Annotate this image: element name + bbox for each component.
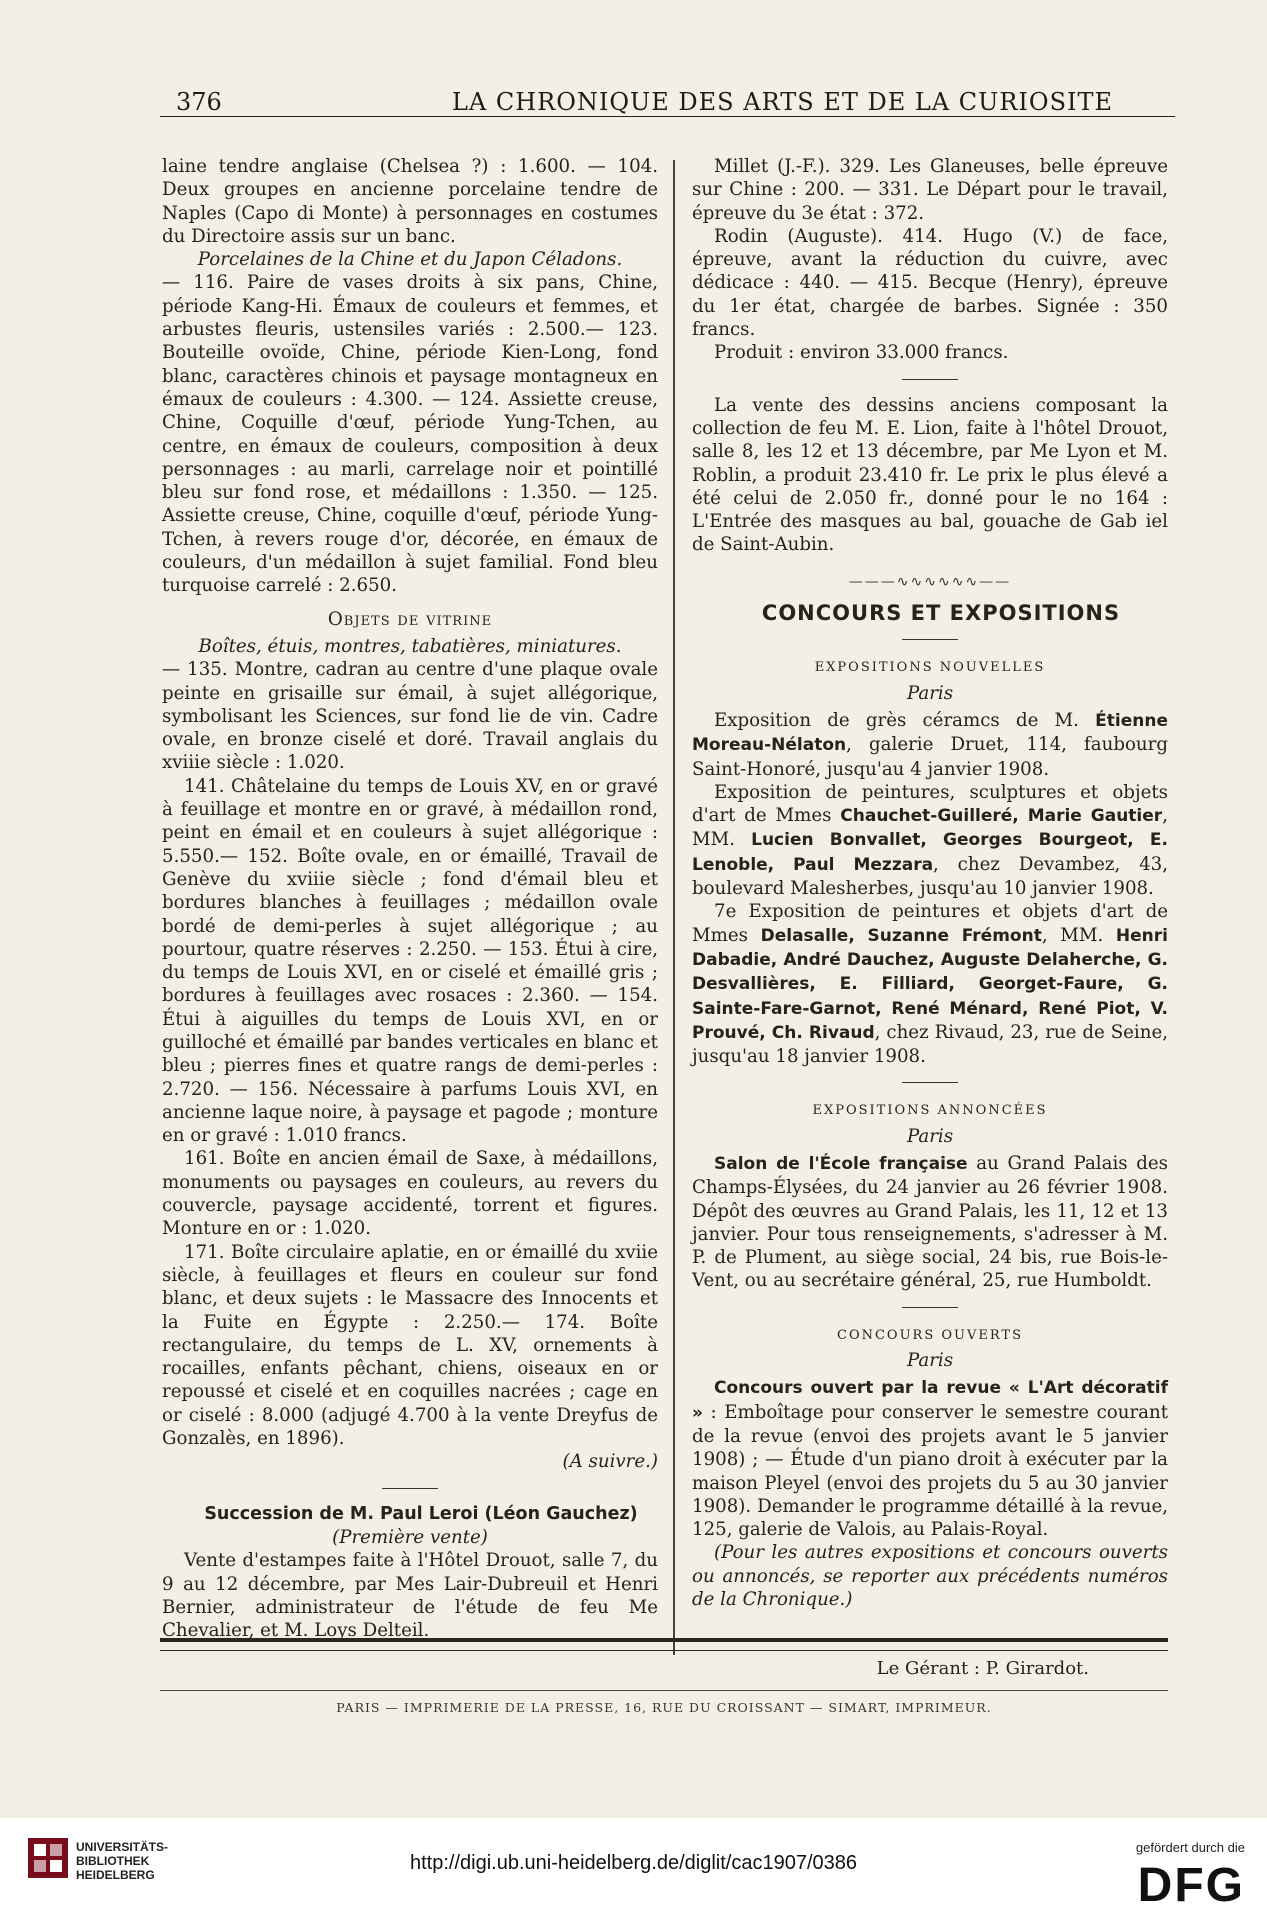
paragraph: Exposition de grès céramcs de M. Étienne Moreau-Nélaton, galerie Druet, 114, faubourg Saint-Honoré, jusqu'au 4 janvier 1908.: [692, 709, 1168, 780]
paragraph: 141. Châtelaine du temps de Louis XV, en or gravé à feuillage et montre en or gravé, à médaillon rond, peint en émail et en couleurs à sujet allégorique : 5.550.— 152. Boîte ovale, en or émaillé, Travail de Genève du xviiie siècle ; fond d'émail bleu et bordures blanches à feuillages ; médaillon ovale bordé de demi-perles à sujet allégorique ; au pourtour, quatre réserves : 2.250. — 153. Étui à cire, du temps de Louis XVI, en or ciselé et émaillé gris ; bordures à feuillages avec rosaces : 2.360. — 154. Étui à aiguilles du temps de Louis XVI, en or guilloché et émaillé par bandes verticales en blanc et bleu ; pierres fines et quatre rangs de demi-perles : 2.720. — 156. Nécessaire à parfums Louis XVI, en ancienne laque noire, à paysage et pagode ; monture en or gravé : 1.010 francs.: [162, 775, 658, 1147]
paragraph: 7e Exposition de peintures et objets d'art de Mmes Delasalle, Suzanne Frémont, MM. Henri Dabadie, André Dauchez, Auguste Delaherche, G. Desvallières, E. Filliard, Georget-Faure, G. Sainte-Fare-Garnot, René Ménard, René Piot, V. Prouvé, Ch. Rivaud, chez Rivaud, 23, rue de Seine, jusqu'au 18 janvier 1908.: [692, 901, 1169, 1068]
paragraph: 161. Boîte en ancien émail de Saxe, à médaillons, monuments ou paysages en couleurs, au revers du couvercle, paysage accidenté, torrent et figures. Monture en or : 1.020.: [162, 1148, 658, 1240]
paragraph: Salon de l'École française au Grand Palais des Champs-Élysées, du 24 janvier au 26 février 1908. Dépôt des œuvres au Grand Palais, les 11, 12 et 13 janvier. Pour tous renseignements, s'adresser à M. P. de Plument, au siège social, 24 bis, rue Bois-le-Vent, ou au secrétaire général, 25, rue Humboldt.: [692, 1152, 1168, 1292]
separator-rule: [902, 1082, 958, 1083]
separator-rule: [902, 1307, 958, 1308]
permalink-url[interactable]: http://digi.ub.uni-heidelberg.de/diglit/cac1907/0386: [410, 1852, 857, 1874]
continued-note: (A suivre.): [562, 1451, 658, 1473]
city-label: Paris: [906, 682, 954, 704]
journal-title: LA CHRONIQUE DES ARTS ET DE LA CURIOSITE: [451, 88, 1114, 116]
running-head: [160, 82, 1175, 117]
paragraph: Concours ouvert par la revue « L'Art décoratif » : Emboîtage pour conserver le semestre courant de la revue (envoi des projets avant le 5 janvier 1908) ; — Étude d'un piano droit à exécuter par la maison Pleyel (envoi des projets du 5 au 30 janvier 1908). Demander le programme détaillé à la revue, 125, galerie de Valois, au Palais-Royal.: [692, 1378, 1168, 1541]
library-name: UNIVERSITÄTS- BIBLIOTHEK HEIDELBERG: [76, 1840, 169, 1882]
city-label: Paris: [906, 1350, 954, 1372]
imprint-rule: [160, 1690, 1168, 1691]
city-label: Paris: [906, 1125, 954, 1147]
paragraph: — 116. Paire de vases droits à six pans, Chine, période Kang-Hi. Émaux de couleurs et femmes, et arbustes fleuris, ustensiles variés : 2.500.— 123. Bouteille ovoïde, Chine, période Kien-Long, fond blanc, caractères chinois et paysage montagneux en émaux de couleurs : 4.300. — 124. Assiette creuse, Chine, Coquille d'œuf, période Yung-Tchen, au centre, en émaux de couleurs, composition à deux personnages : au marli, carrelage noir et pointillé bleu sur fond rose, et médaillons : 1.350. — 125. Assiette creuse, Chine, coquille d'œuf, période Yung-Tchen, à revers rouge d'or, décorée, en émaux de couleurs, d'un médaillon à sujet familial. Fond bleu turquoise carrelé : 2.650.: [162, 272, 658, 597]
paragraph: La vente des dessins anciens composant la collection de feu M. E. Lion, faite à l'hôtel Drouot, salle 8, les 12 et 13 décembre, par Me Lyon et M. Roblin, a produit 23.410 fr. Le prix le plus élevé a été celui de 2.050 fr., donné pour le no 164 : L'Entrée des masques au bal, gouache de Gab iel de Saint-Aubin.: [692, 394, 1168, 556]
separator-rule: [902, 639, 958, 640]
section-heading: Objets de vitrine: [327, 608, 493, 630]
end-rule: [160, 1638, 1168, 1651]
dfg-logo: DFG: [1137, 1859, 1245, 1912]
subsection-heading: CONCOURS OUVERTS: [837, 1327, 1023, 1343]
paragraph: 171. Boîte circulaire aplatie, en or émaillé du xviie siècle, à feuillages et fleurs en couleur sur fond blanc, et deux sujets : le Massacre des Innocents et la Fuite en Égypte : 2.250.— 174. Boîte rectangulaire, du temps de L. XV, ornements à rocailles, enfants pêchant, chiens, oiseaux en or repoussé et ciselé et en coquilles nacrées ; cage en or ciselé : 8.000 (adjugé 4.700 à la vente Dreyfus de Gonzalès, en 1896).: [162, 1241, 658, 1450]
page-number: 376: [176, 88, 222, 116]
section-subtitle: Boîtes, étuis, montres, tabatières, miniatures.: [198, 635, 622, 657]
funding-label: gefördert durch die: [1135, 1840, 1245, 1855]
paragraph: laine tendre anglaise (Chelsea ?) : 1.600. — 104. Deux groupes en ancienne porcelaine tendre de Naples (Capo di Monte) à personnages en costumes du Directoire assis sur un banc.: [162, 156, 658, 247]
right-column: [692, 155, 1168, 1611]
article-title: Succession de M. Paul Leroi (Léon Gauchez): [204, 1503, 638, 1524]
subsection-heading: EXPOSITIONS ANNONCÉES: [812, 1103, 1048, 1119]
separator-rule: [382, 1488, 438, 1489]
separator-rule: [902, 379, 958, 380]
subsection-heading: EXPOSITIONS NOUVELLES: [814, 660, 1046, 676]
section-heading: CONCOURS ET EXPOSITIONS: [761, 601, 1121, 626]
paragraph: Rodin (Auguste). 414. Hugo (V.) de face, épreuve, avant la réduction du cuivre, avec dédicace : 440. — 415. Becque (Henry), épreuve du 1er état, chargée de barbes. Signée : 350 francs.: [692, 225, 1168, 341]
paragraph: Millet (J.-F.). 329. Les Glaneuses, belle épreuve sur Chine : 200. — 331. Le Départ pour le travail, épreuve du 3e état : 372.: [692, 156, 1168, 224]
paragraph: Vente d'estampes faite à l'Hôtel Drouot, salle 7, du 9 au 12 décembre, par Mes Lair-Dubreuil et Henri Bernier, administrateur de l'étude de feu Me Chevalier, et M. Loys Delteil.: [162, 1550, 658, 1642]
paragraph-note: (Pour les autres expositions et concours ouverts ou annoncés, se reporter aux précédents numéros de la Chronique.): [692, 1542, 1168, 1611]
paragraph: Exposition de peintures, sculptures et objets d'art de Mmes Chauchet-Guilleré, Marie Gautier, MM. Lucien Bonvallet, Georges Bourgeot, E. Lenoble, Paul Mezzara, chez Devambez, 43, boulevard Malesherbes, jusqu'au 10 janvier 1908.: [692, 781, 1168, 900]
printer-imprint: PARIS — IMPRIMERIE DE LA PRESSE, 16, RUE DU CROISSANT — SIMART, IMPRIMEUR.: [336, 1700, 992, 1715]
left-column: [162, 155, 658, 1642]
column-divider: [673, 160, 675, 1655]
paragraph: — 135. Montre, cadran au centre d'une plaque ovale peinte en grisaille sur émail, à sujet allégorique, symbolisant les Sciences, sur fond lie de vin. Cadre ovale, en bronze ciselé et doré. Travail anglais du xviiie siècle : 1.020.: [162, 659, 658, 774]
fleuron-ornament: ———∿∿∿∿∿∿——: [848, 573, 1012, 590]
gerant-signature: Le Gérant : P. Girardot.: [876, 1658, 1089, 1679]
paragraph: Produit : environ 33.000 francs.: [714, 342, 1009, 364]
article-subtitle: (Première vente): [332, 1526, 488, 1548]
section-subtitle: Porcelaines de la Chine et du Japon Céladons.: [197, 249, 623, 271]
